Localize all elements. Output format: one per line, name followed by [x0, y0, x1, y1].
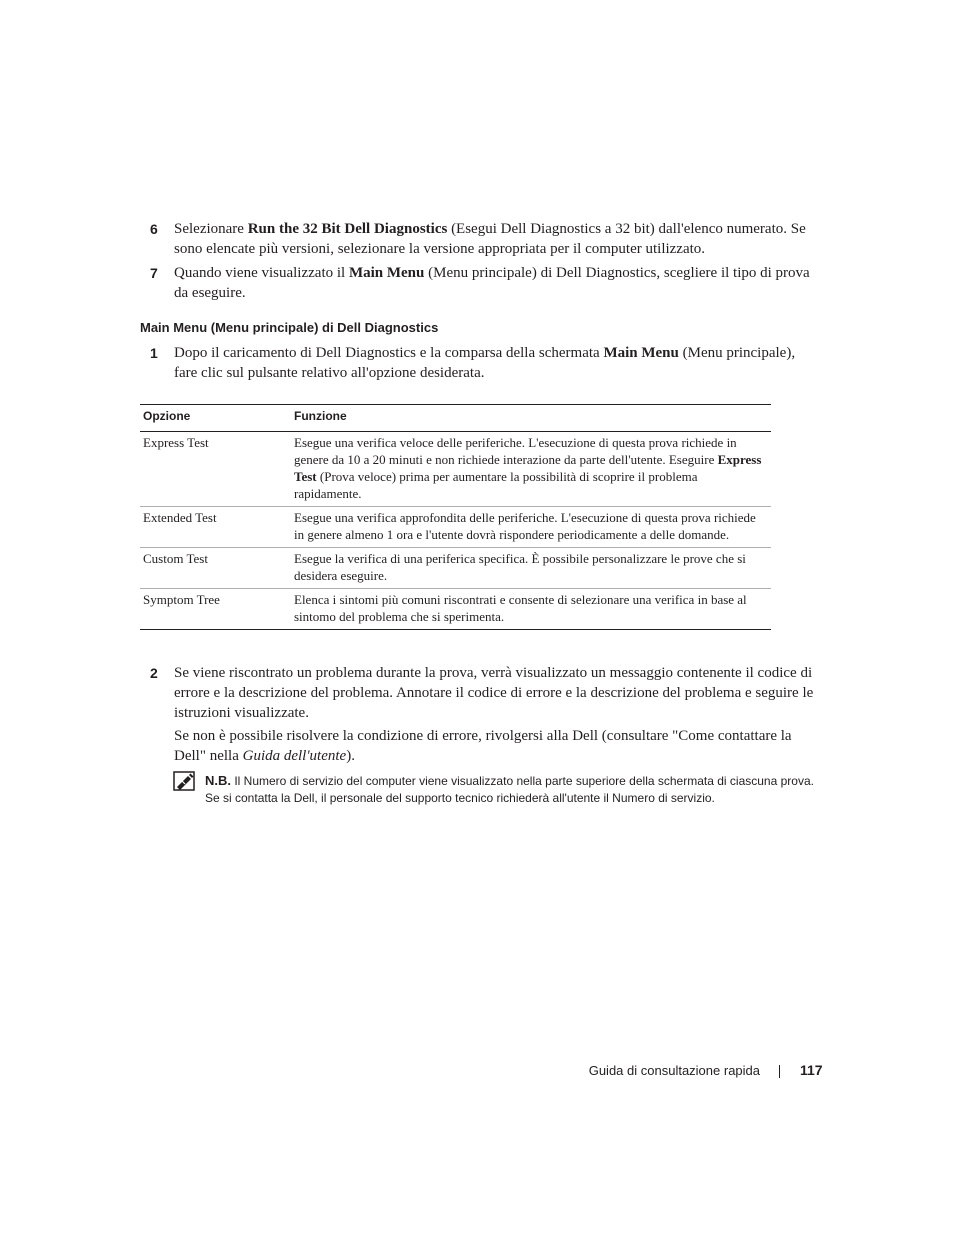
option-function: Esegue una verifica veloce delle periferiche. L'esecuzione di questa prova richiede in genere da 10 a 20 minuti e non richiede interazione da parte dell'utente. Eseguire Express Test (Prova veloce) prima per aumentare la possibilità di scoprire il problema rapidamente.: [291, 432, 771, 507]
page-number: 117: [800, 1062, 823, 1078]
step-number: 6: [150, 221, 158, 237]
table-row: [140, 507, 771, 548]
table-row: [140, 432, 771, 507]
step-number: 1: [150, 345, 158, 361]
option-function: Esegue la verifica di una periferica specifica. È possibile personalizzare le prove che si desidera eseguire.: [291, 548, 771, 589]
step-number: 7: [150, 265, 158, 281]
option-name: Symptom Tree: [140, 589, 291, 630]
footer-separator: [779, 1065, 780, 1078]
step-text: Dopo il caricamento di Dell Diagnostics e la comparsa della schermata Main Menu (Menu principale), fare clic sul pulsante relativo all'opzione desiderata.: [174, 345, 796, 381]
note-label: N.B.: [205, 773, 231, 788]
option-name: Express Test: [140, 432, 291, 507]
guide-reference: Guida dell'utente: [242, 748, 347, 764]
option-function: Esegue una verifica approfondita delle periferiche. L'esecuzione di questa prova richiede in genere almeno 1 ora e l'utente dovrà rispondere periodicamente a delle domande.: [291, 507, 771, 548]
option-name: Extended Test: [140, 507, 291, 548]
step-text: Se viene riscontrato un problema durante la prova, verrà visualizzato un messaggio contenente il codice di errore e la descrizione del problema. Annotare il codice di errore e la descrizione del problema e seguire le istruzioni visualizzate.: [174, 665, 814, 721]
header-option: Opzione: [140, 405, 291, 432]
note-text: N.B. Il Numero di servizio del computer viene visualizzato nella parte superiore della schermata di ciascuna prova. Se si contatta la Dell, il personale del supporto tecnico richiederà all'utente il Numero di servizio.: [205, 773, 814, 805]
step-text: Selezionare Run the 32 Bit Dell Diagnostics (Esegui Dell Diagnostics a 32 bit) dall'elenco numerato. Se sono elencate più versioni, selezionare la versione appropriata per il computer utilizzato.: [174, 221, 806, 257]
options-table: [140, 404, 771, 630]
option-function: Elenca i sintomi più comuni riscontrati e consente di selezionare una verifica in base al sintomo del problema che si sperimenta.: [291, 589, 771, 630]
section-heading: Main Menu (Menu principale) di Dell Diagnostics: [140, 320, 439, 335]
footer-title: Guida di consultazione rapida: [588, 1063, 760, 1078]
option-name: Custom Test: [140, 548, 291, 589]
table-row: [140, 548, 771, 589]
header-function: Funzione: [291, 405, 771, 432]
table-header-row: [140, 405, 771, 432]
step-text: Quando viene visualizzato il Main Menu (Menu principale) di Dell Diagnostics, scegliere il tipo di prova da eseguire.: [174, 265, 810, 301]
note-pencil-icon: [173, 771, 195, 791]
contact-paragraph: Se non è possibile risolvere la condizione di errore, rivolgersi alla Dell (consultare "Come contattare la Dell" nella Guida dell'utente).: [174, 728, 792, 764]
step-number: 2: [150, 665, 158, 681]
table-row: [140, 589, 771, 630]
